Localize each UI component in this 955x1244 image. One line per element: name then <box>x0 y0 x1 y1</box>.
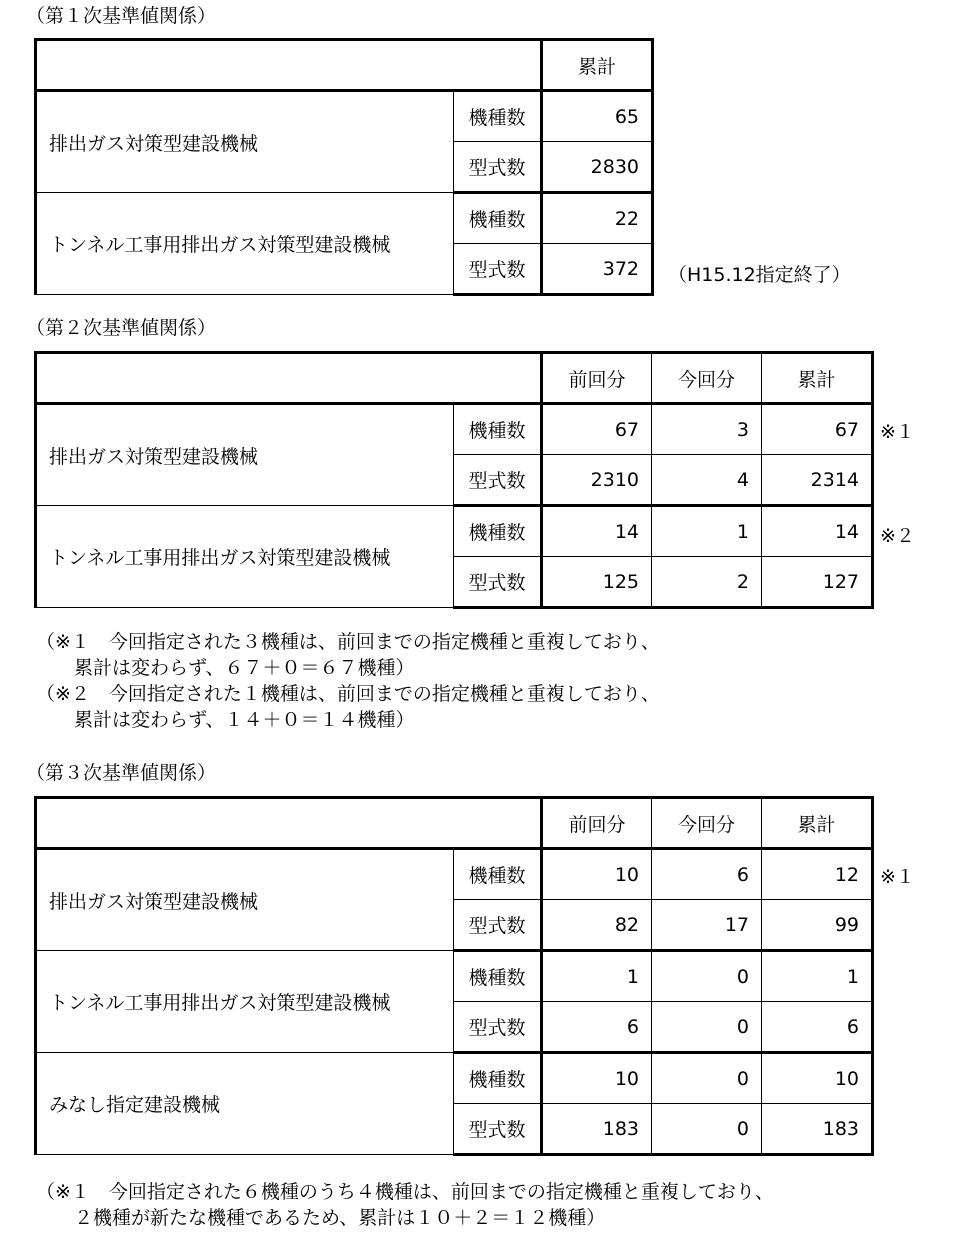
table-row <box>36 193 653 244</box>
value-cell: 6 <box>652 849 762 900</box>
row-label: 機種数 <box>454 1053 542 1104</box>
row-name: みなし指定建設機械 <box>36 1053 454 1155</box>
note-line: （※１ 今回指定された６機種のうち４機種は、前回までの指定機種と重複しており、 <box>36 1181 774 1203</box>
header-cumulative: 累計 <box>762 798 873 849</box>
header-previous: 前回分 <box>542 353 652 404</box>
value-cell: 10 <box>542 1053 652 1104</box>
table-row <box>36 1053 873 1104</box>
header-cumulative: 累計 <box>542 40 653 91</box>
footnote-marker: ※１ <box>880 421 915 443</box>
row-label: 型式数 <box>454 142 542 193</box>
row-label: 機種数 <box>454 849 542 900</box>
header-current: 今回分 <box>652 353 762 404</box>
value-cell: 67 <box>762 404 873 455</box>
value-cell: 17 <box>652 900 762 951</box>
value-cell: 0 <box>652 1104 762 1155</box>
table-row <box>36 506 873 557</box>
table-header-row <box>36 798 873 849</box>
value-cell: 3 <box>652 404 762 455</box>
value-cell: 2 <box>652 557 762 608</box>
table-header-row <box>36 40 653 91</box>
value-cell: 4 <box>652 455 762 506</box>
table-header-row <box>36 353 873 404</box>
footnote-marker: ※１ <box>880 866 915 888</box>
value-cell: 1 <box>542 951 652 1002</box>
row-label: 型式数 <box>454 900 542 951</box>
row-label: 機種数 <box>454 506 542 557</box>
note-line: （※２ 今回指定された１機種は、前回までの指定機種と重複しており、 <box>36 683 660 705</box>
row-name: 排出ガス対策型建設機械 <box>36 91 454 193</box>
value-cell: 183 <box>542 1104 652 1155</box>
row-name: トンネル工事用排出ガス対策型建設機械 <box>36 193 454 295</box>
row-label: 機種数 <box>454 951 542 1002</box>
value-cell: 12 <box>762 849 873 900</box>
value-cell: 2314 <box>762 455 873 506</box>
value-cell: 22 <box>542 193 653 244</box>
row-label: 型式数 <box>454 455 542 506</box>
header-current: 今回分 <box>652 798 762 849</box>
value-cell: 1 <box>652 506 762 557</box>
header-blank <box>36 40 542 91</box>
header-blank <box>36 353 542 404</box>
section-3-title: （第３次基準値関係） <box>26 762 217 784</box>
row-name: トンネル工事用排出ガス対策型建設機械 <box>36 506 454 608</box>
section-1-title: （第１次基準値関係） <box>26 5 217 27</box>
value-cell: 372 <box>542 244 653 295</box>
row-label: 型式数 <box>454 557 542 608</box>
table-3 <box>34 796 874 1156</box>
table-2 <box>34 351 874 609</box>
value-cell: 99 <box>762 900 873 951</box>
note-line: 累計は変わらず、１４＋０＝１４機種） <box>36 709 415 731</box>
value-cell: 183 <box>762 1104 873 1155</box>
value-cell: 125 <box>542 557 652 608</box>
row-name: トンネル工事用排出ガス対策型建設機械 <box>36 951 454 1053</box>
header-blank <box>36 798 542 849</box>
value-cell: 127 <box>762 557 873 608</box>
row-label: 型式数 <box>454 1104 542 1155</box>
value-cell: 65 <box>542 91 653 142</box>
note-line: ２機種が新たな機種であるため、累計は１０＋２＝１２機種） <box>36 1207 606 1229</box>
value-cell: 6 <box>762 1002 873 1053</box>
table-1 <box>34 38 654 296</box>
footnote-marker: ※２ <box>880 525 915 547</box>
value-cell: 0 <box>652 951 762 1002</box>
value-cell: 0 <box>652 1002 762 1053</box>
note-line: （※１ 今回指定された３機種は、前回までの指定機種と重複しており、 <box>36 631 660 653</box>
table-row <box>36 849 873 900</box>
value-cell: 67 <box>542 404 652 455</box>
row-label: 型式数 <box>454 1002 542 1053</box>
value-cell: 6 <box>542 1002 652 1053</box>
value-cell: 0 <box>652 1053 762 1104</box>
value-cell: 14 <box>542 506 652 557</box>
value-cell: 10 <box>762 1053 873 1104</box>
row-name: 排出ガス対策型建設機械 <box>36 404 454 506</box>
value-cell: 10 <box>542 849 652 900</box>
table-row <box>36 404 873 455</box>
table-row <box>36 951 873 1002</box>
side-note: （H15.12指定終了） <box>668 264 851 286</box>
row-label: 機種数 <box>454 193 542 244</box>
value-cell: 2830 <box>542 142 653 193</box>
row-label: 機種数 <box>454 404 542 455</box>
header-previous: 前回分 <box>542 798 652 849</box>
header-cumulative: 累計 <box>762 353 873 404</box>
row-name: 排出ガス対策型建設機械 <box>36 849 454 951</box>
value-cell: 82 <box>542 900 652 951</box>
value-cell: 14 <box>762 506 873 557</box>
row-label: 機種数 <box>454 91 542 142</box>
row-label: 型式数 <box>454 244 542 295</box>
value-cell: 2310 <box>542 455 652 506</box>
note-line: 累計は変わらず、６７＋０＝６７機種） <box>36 657 415 679</box>
section-2-title: （第２次基準値関係） <box>26 317 217 339</box>
table-row <box>36 91 653 142</box>
value-cell: 1 <box>762 951 873 1002</box>
